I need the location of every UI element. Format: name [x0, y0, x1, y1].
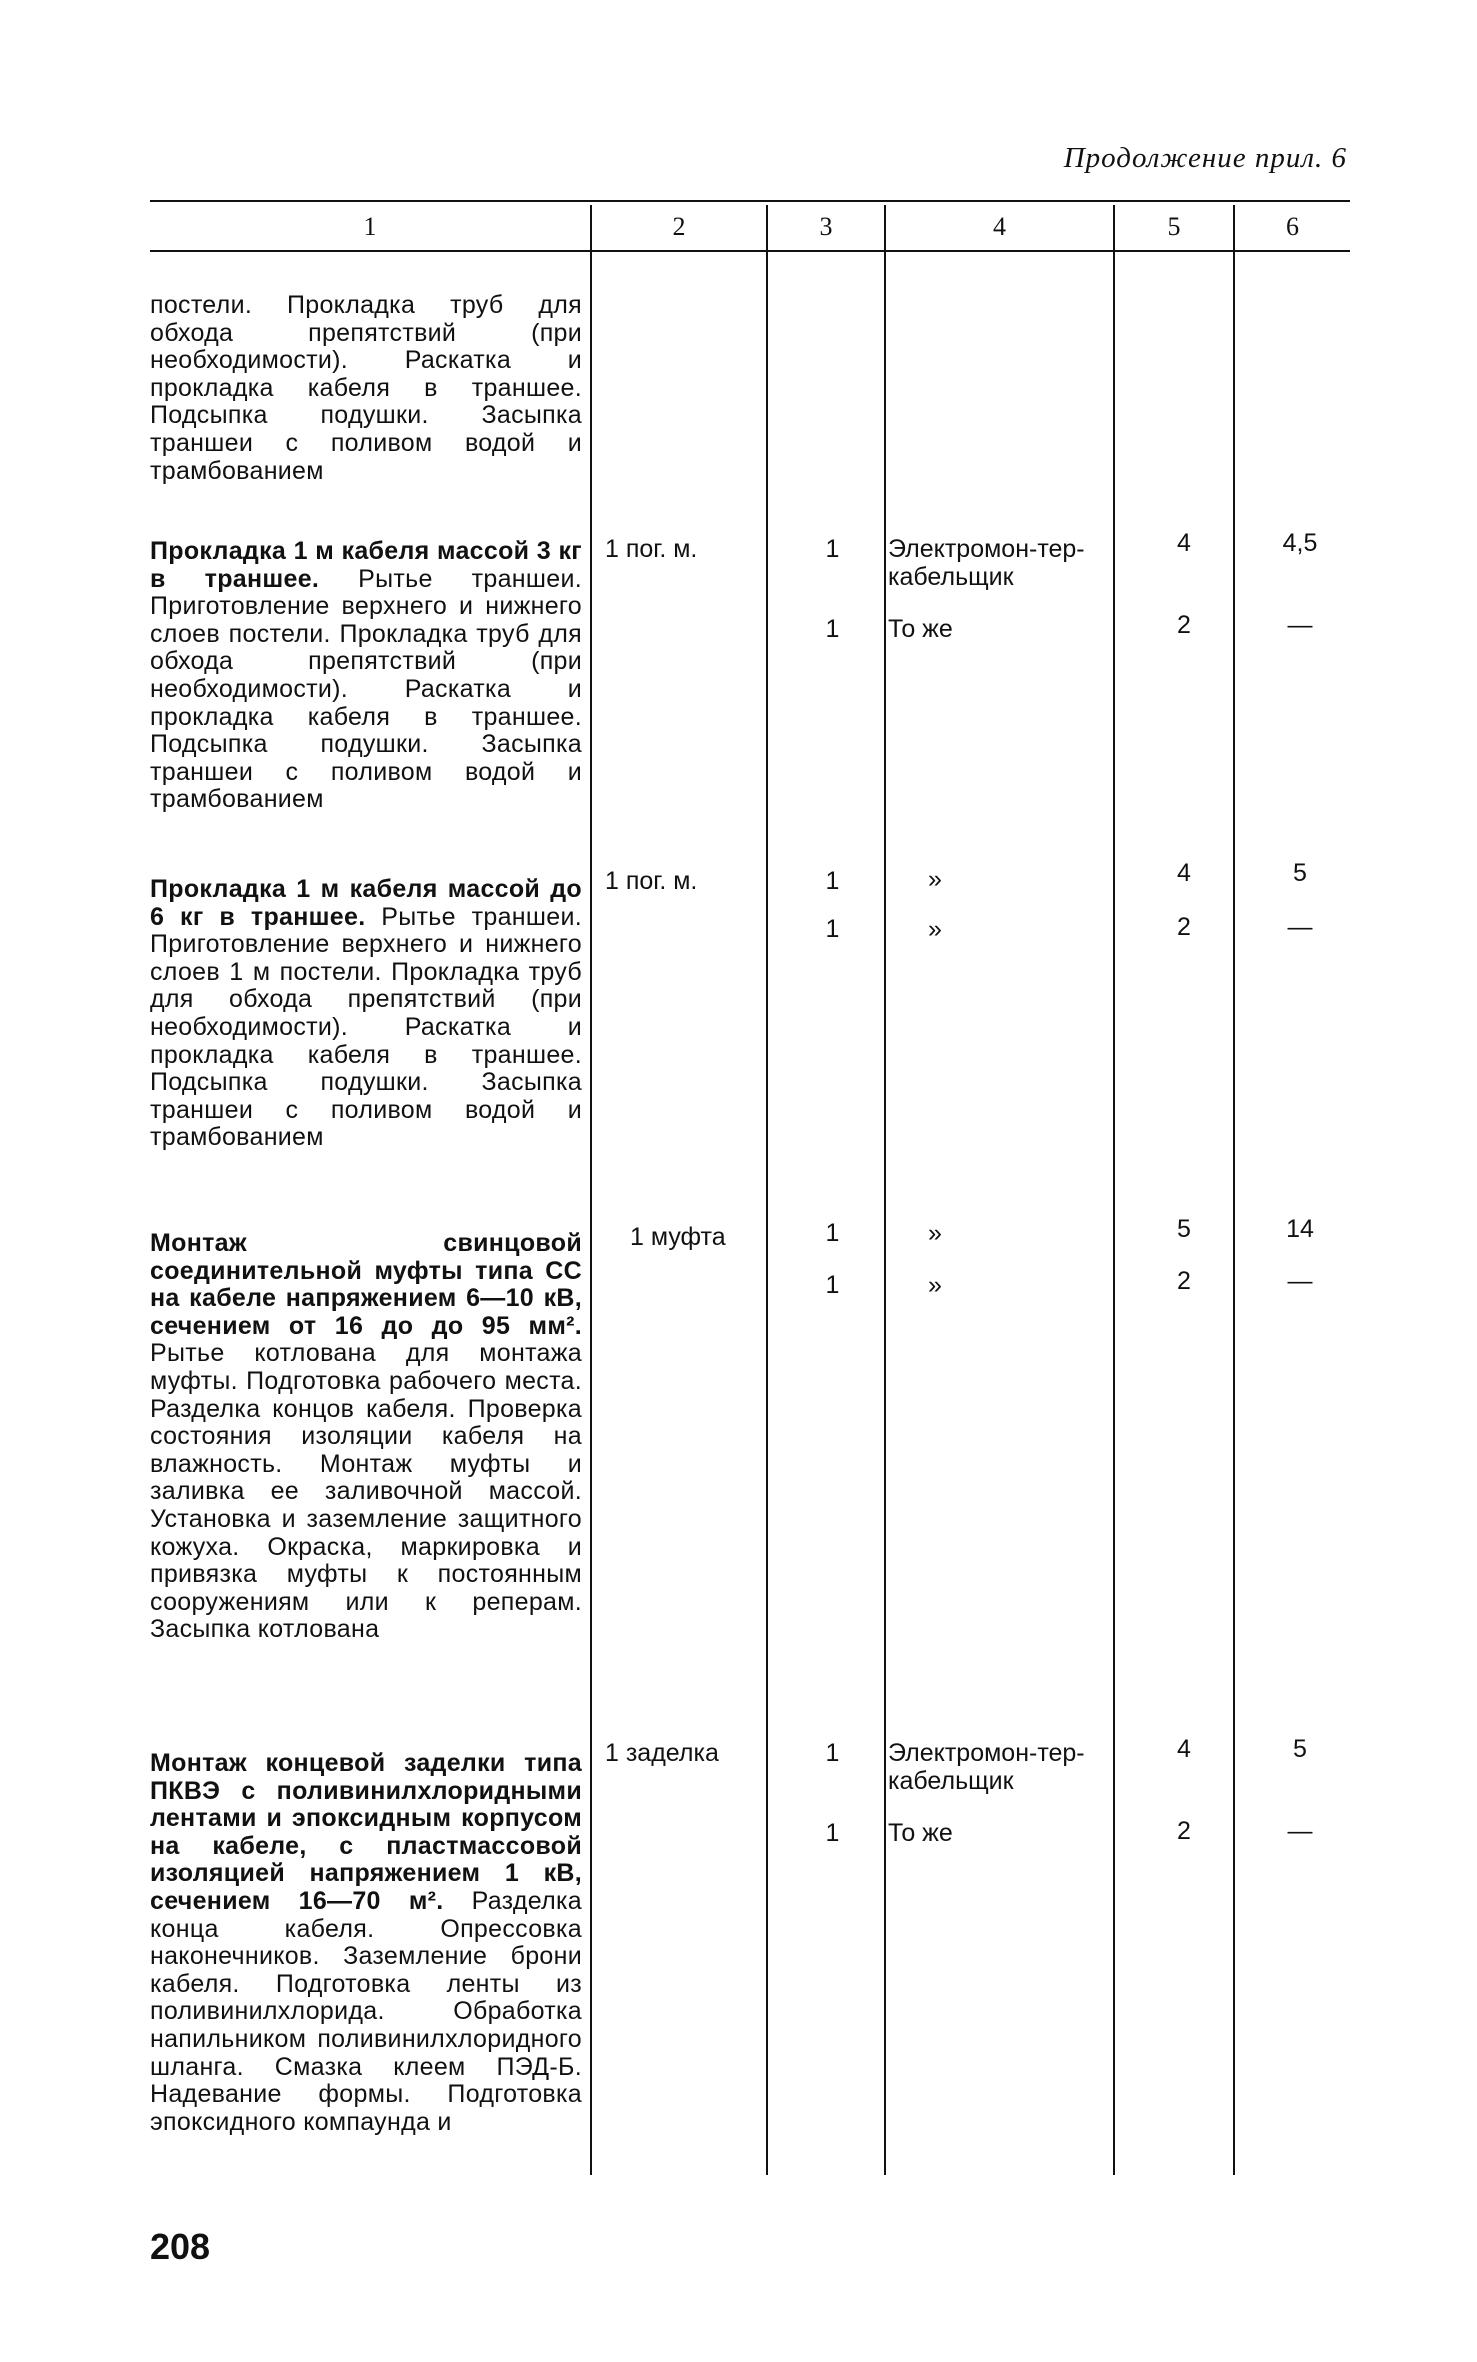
work-title: Прокладка 1 м кабеля массой 3 кг в траншее. [150, 537, 582, 593]
column-header-3: 3 [819, 212, 833, 241]
column-divider [884, 205, 886, 2175]
column-divider [1113, 205, 1115, 2175]
count-cell: 1 [825, 1219, 840, 1247]
count-cell: 1 [825, 1739, 840, 1767]
profession-cell: » [928, 865, 942, 893]
work-details: Рытье котлована для монтажа муфты. Подготовка рабочего места. Разделка концов кабеля. Проверка состояния изоляции кабеля на влажность. Монтаж муфты и заливка ее заливочной массой. Установка и заземление защитного кожуха. Окраска, маркировка и привязка муфты к постоянным сооружениям или к реперам. Засыпка котлована [150, 1339, 582, 1644]
unit-cell: 1 пог. м. [605, 867, 698, 895]
norm-cell: 4,5 [1282, 529, 1318, 557]
grade-cell: 4 [1177, 529, 1191, 557]
norm-cell: — [1287, 611, 1313, 639]
column-header-5: 5 [1167, 212, 1181, 241]
grade-cell: 2 [1177, 1817, 1191, 1845]
table-header-rule [150, 250, 1350, 252]
norm-cell: 5 [1293, 859, 1307, 887]
continuation-note: Продолжение прил. 6 [1063, 142, 1347, 174]
grade-cell: 2 [1177, 611, 1191, 639]
work-details: Разделка конца кабеля. Опрессовка наконечников. Заземление брони кабеля. Подготовка ленты из поливинилхлорида. Обработка напильником поливинилхлоридного шланга. Смазка клеем ПЭД-Б. Надевание формы. Подготовка эпоксидного компаунда и [150, 1886, 583, 2136]
column-header-1: 1 [363, 212, 377, 241]
column-header-2: 2 [672, 212, 686, 241]
column-divider [1233, 205, 1235, 2175]
profession-cell: То же [888, 615, 953, 643]
column-divider [590, 205, 592, 2175]
grade-cell: 4 [1177, 1735, 1191, 1763]
norm-cell: — [1287, 913, 1313, 941]
work-details: Рытье траншеи. Приготовление верхнего и нижнего слоев 1 м постели. Прокладка труб для обхода препятствий (при необходимости). Раскатка и прокладка кабеля в траншее. Подсыпка подушки. Засыпка траншеи с поливом водой и трамбованием [150, 902, 582, 1152]
work-details: постели. Прокладка труб для обхода препятствий (при необходимости). Раскатка и прокладка кабеля в траншее. Подсыпка подушки. Засыпка траншеи с поливом водой и трамбованием [150, 291, 582, 485]
norm-cell: 5 [1293, 1735, 1307, 1763]
page-number: 208 [150, 2226, 211, 2267]
column-header-4: 4 [993, 212, 1006, 241]
table-top-rule [150, 200, 1350, 202]
profession-cell: » [928, 915, 942, 943]
profession-cell: » [928, 1271, 942, 1299]
grade-cell: 2 [1177, 1267, 1191, 1295]
profession-cell: То же [888, 1819, 953, 1847]
grade-cell: 4 [1177, 859, 1191, 887]
work-description [150, 1750, 582, 2136]
norm-cell: — [1287, 1817, 1313, 1845]
work-description [150, 1230, 582, 1644]
count-cell: 1 [825, 535, 840, 563]
norm-cell: — [1287, 1267, 1313, 1295]
profession-cell: Электромон-тер-кабельщик [888, 535, 1085, 591]
work-details: Рытье траншеи. Приготовление верхнего и нижнего слоев постели. Прокладка труб для обхода препятствий (при необходимости). Раскатка и прокладка кабеля в траншее. Подсыпка подушки. Засыпка траншеи с поливом водой и трамбованием [150, 564, 582, 814]
count-cell: 1 [825, 1271, 840, 1299]
count-cell: 1 [825, 615, 840, 643]
work-description [150, 292, 582, 485]
column-divider [766, 205, 768, 2175]
unit-cell: 1 пог. м. [605, 535, 698, 563]
work-title: Прокладка 1 м кабеля массой до 6 кг в траншее. [150, 875, 582, 931]
grade-cell: 5 [1177, 1215, 1191, 1243]
profession-cell: » [928, 1219, 942, 1247]
count-cell: 1 [825, 915, 840, 943]
profession-cell: Электромон-тер-кабельщик [888, 1739, 1085, 1795]
count-cell: 1 [825, 1819, 840, 1847]
work-title: Монтаж концевой заделки типа ПКВЭ с поливинилхлоридными лентами и эпоксидным корпусом на кабеле, с пластмассовой изоляцией напряжением 1 кВ, сечением 16—70 м². [150, 1749, 582, 1915]
count-cell: 1 [825, 867, 840, 895]
norm-cell: 14 [1286, 1215, 1314, 1243]
grade-cell: 2 [1177, 913, 1191, 941]
unit-cell: 1 муфта [630, 1223, 726, 1251]
work-description [150, 876, 582, 1152]
work-title: Монтаж свинцовой соединительной муфты типа СС на кабеле напряжением 6—10 кВ, сечением от 16 до до 95 мм². [150, 1229, 582, 1340]
column-header-6: 6 [1286, 212, 1299, 241]
work-description [150, 538, 582, 814]
unit-cell: 1 заделка [605, 1739, 719, 1767]
